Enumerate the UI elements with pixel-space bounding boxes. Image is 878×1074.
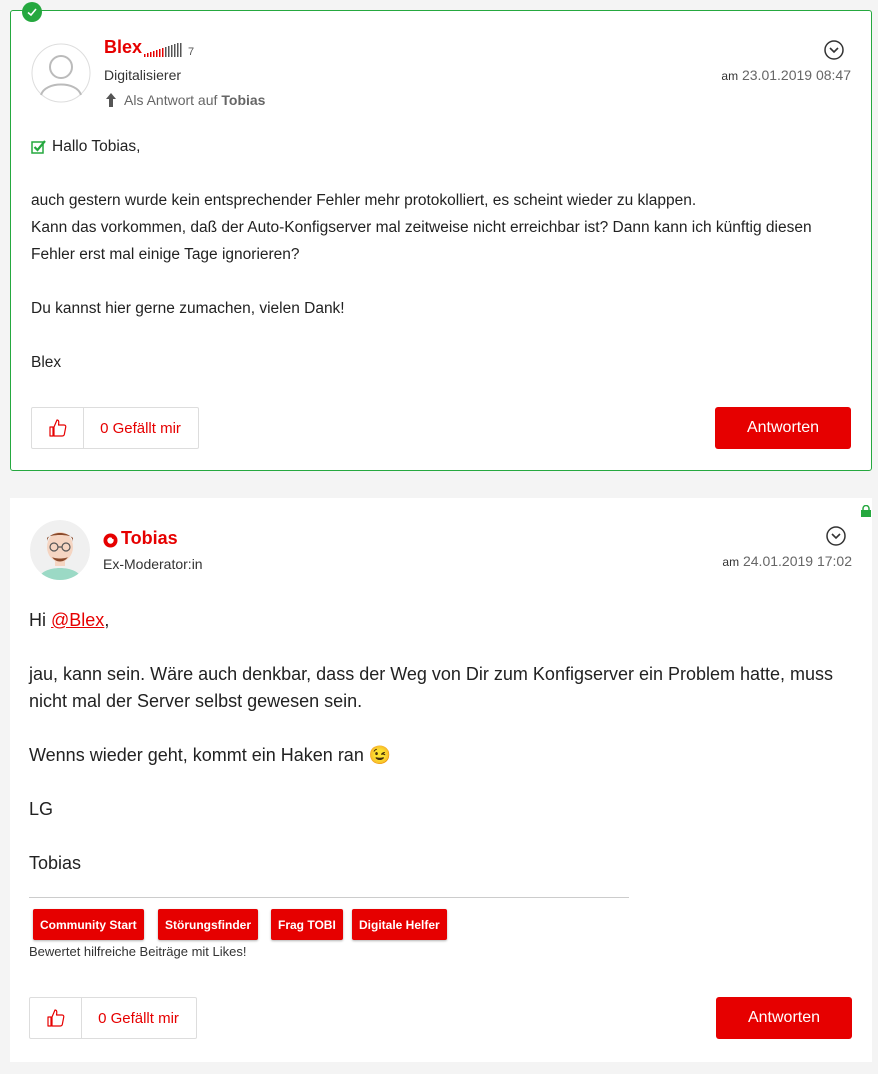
user-rank: Ex-Moderator:in [103,556,203,572]
signature-note: Bewertet hilfreiche Beiträge mit Likes! [29,944,247,959]
accepted-solution-post [10,10,872,471]
like-button[interactable] [31,407,84,449]
author-name[interactable]: Tobias [121,528,178,548]
show-options-icon[interactable] [825,525,847,547]
reply-to-link[interactable] [104,92,265,108]
user-rank: Digitalisierer [104,67,182,83]
post-body: Hallo Tobias, auch gestern wurde kein entsprechender Fehler mehr protokolliert, es scheint wieder zu klappen. Kann das vorkommen, daß der Auto-Konfigserver mal zeitweise nicht erreichbar ist? Dann kann ich künftig diesen Fehler erst mal einige Tage ignorieren? Du kannst hier gerne zumachen, vielen Dank! Blex [31,138,812,371]
tag-stoerungsfinder[interactable]: Störungsfinder [158,909,258,940]
post-date: am 24.01.2019 17:02 [722,553,852,569]
avatar[interactable] [30,520,90,580]
rank-bar-icon [144,43,184,57]
author-name[interactable]: Blex [104,37,143,57]
reply-prefix: Als Antwort auf [124,92,218,108]
reply-to-name[interactable]: Tobias [221,92,266,108]
lock-icon [860,504,872,522]
reply-button[interactable]: Antworten [715,407,851,449]
reply-arrow-icon [104,92,120,108]
tag-community-start[interactable]: Community Start [33,909,144,940]
tag-frag-tobi[interactable]: Frag TOBI [271,909,343,940]
post-date: am 23.01.2019 08:47 [721,67,851,83]
solved-check-icon [22,2,42,22]
signature-divider [29,897,629,898]
like-count[interactable]: 0 Gefällt mir [81,997,197,1039]
reply-button[interactable]: Antworten [716,997,852,1039]
reply-post [10,498,872,1062]
like-count[interactable]: 0 Gefällt mir [83,407,199,449]
avatar[interactable] [31,43,91,103]
like-button[interactable] [29,997,82,1039]
user-mention-link[interactable]: @Blex [51,610,105,630]
rank-level: 7 [188,46,195,58]
show-options-icon[interactable] [823,39,845,61]
thumbs-up-icon [48,418,68,438]
tag-digitale-helfer[interactable]: Digitale Helfer [352,909,447,940]
vodafone-logo-icon [103,533,118,553]
post-body: Hi @Blex, jau, kann sein. Wäre auch denkbar, dass der Weg von Dir zum Konfigserver ein Problem hatte, muss nicht mal der Server selbst gewesen sein. Wenns wieder geht, kommt ein Haken ran 😉 LG Tobias [29,610,834,873]
solution-check-icon [31,139,47,155]
thumbs-up-icon [46,1008,66,1028]
